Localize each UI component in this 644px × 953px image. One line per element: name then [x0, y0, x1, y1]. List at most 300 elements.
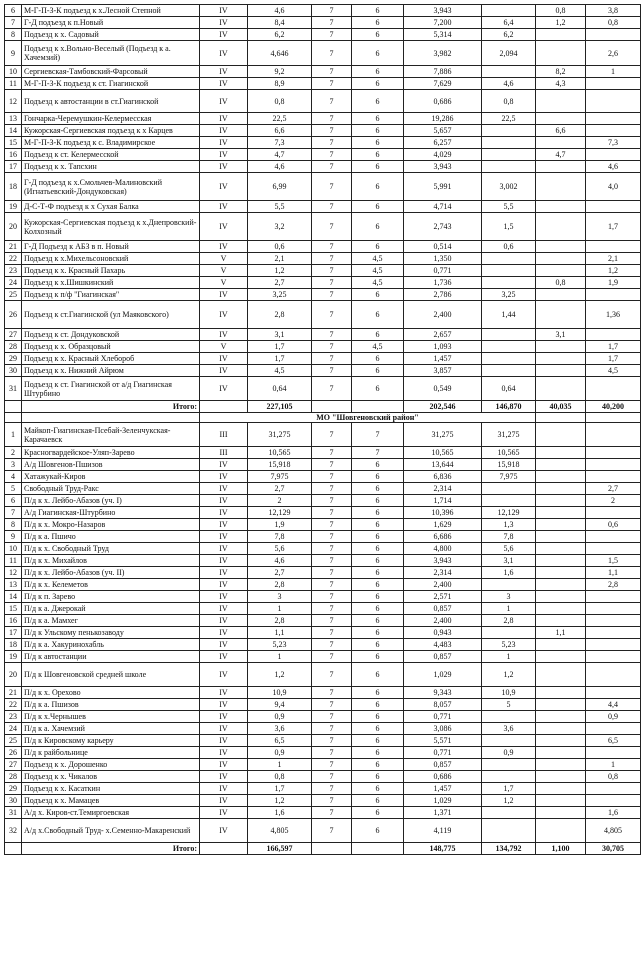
width-2: 4,5: [352, 341, 404, 353]
road-length: 2: [248, 495, 312, 507]
road-area: 9,343: [404, 687, 482, 699]
road-category: IV: [200, 137, 248, 149]
value-c: [586, 125, 641, 137]
road-area: 19,286: [404, 113, 482, 125]
value-b: 1,1: [536, 627, 586, 639]
value-a: 31,275: [482, 423, 536, 447]
value-a: 0,8: [482, 90, 536, 113]
value-c: [586, 78, 641, 90]
road-name: Подъезд к х. Чикалов: [22, 771, 200, 783]
width-1: 7: [312, 603, 352, 615]
row-number: 15: [5, 603, 22, 615]
width-2: 6: [352, 795, 404, 807]
width-2: 6: [352, 771, 404, 783]
width-2: 4,5: [352, 253, 404, 265]
width-1: 7: [312, 795, 352, 807]
value-c: 1,9: [586, 277, 641, 289]
road-area: 5,571: [404, 735, 482, 747]
value-a: [482, 149, 536, 161]
value-c: 2,8: [586, 579, 641, 591]
road-category: IV: [200, 483, 248, 495]
width-2: 6: [352, 301, 404, 329]
total-length: 227,105: [248, 401, 312, 413]
width-1: 7: [312, 567, 352, 579]
value-c: 6,5: [586, 735, 641, 747]
table-row: [5, 471, 641, 483]
table-row: [5, 423, 641, 447]
road-category: IV: [200, 507, 248, 519]
row-number: 2: [5, 447, 22, 459]
width-2: 6: [352, 615, 404, 627]
width-1: 7: [312, 277, 352, 289]
empty-cell: [22, 413, 200, 423]
road-area: 4,119: [404, 819, 482, 843]
width-2: 6: [352, 639, 404, 651]
value-a: 2,094: [482, 41, 536, 66]
road-area: 7,629: [404, 78, 482, 90]
road-area: 1,029: [404, 663, 482, 687]
value-c: [586, 651, 641, 663]
value-b: 8,2: [536, 66, 586, 78]
width-2: 6: [352, 759, 404, 771]
row-number: 7: [5, 17, 22, 29]
value-c: 2,6: [586, 41, 641, 66]
table-row: [5, 807, 641, 819]
road-category: IV: [200, 771, 248, 783]
value-b: [536, 579, 586, 591]
width-1: 7: [312, 5, 352, 17]
value-c: [586, 603, 641, 615]
road-area: 1,093: [404, 341, 482, 353]
table-row: [5, 819, 641, 843]
road-area: 1,457: [404, 783, 482, 795]
width-2: 6: [352, 459, 404, 471]
value-b: [536, 615, 586, 627]
empty-cell: [5, 843, 22, 855]
road-name: Подъезд к х. Мамацев: [22, 795, 200, 807]
road-name: А/д Шовгенов-Пшизов: [22, 459, 200, 471]
value-b: [536, 459, 586, 471]
value-b: [536, 113, 586, 125]
row-number: 25: [5, 735, 22, 747]
road-length: 1,6: [248, 807, 312, 819]
width-1: 7: [312, 447, 352, 459]
road-name: Красногвардейское-Уляп-Зарево: [22, 447, 200, 459]
table-row: [5, 353, 641, 365]
value-b: [536, 723, 586, 735]
road-length: 3,6: [248, 723, 312, 735]
value-b: [536, 137, 586, 149]
row-number: 9: [5, 531, 22, 543]
value-c: 2,7: [586, 483, 641, 495]
value-a: 1,3: [482, 519, 536, 531]
road-area: 0,857: [404, 759, 482, 771]
width-1: 7: [312, 41, 352, 66]
width-1: 7: [312, 543, 352, 555]
road-length: 6,99: [248, 173, 312, 201]
value-a: 5,5: [482, 201, 536, 213]
value-c: 4,5: [586, 365, 641, 377]
row-number: 10: [5, 66, 22, 78]
value-c: [586, 289, 641, 301]
total-area: 202,546: [404, 401, 482, 413]
value-a: [482, 277, 536, 289]
row-number: 14: [5, 125, 22, 137]
value-a: 1,2: [482, 663, 536, 687]
width-2: 6: [352, 365, 404, 377]
width-2: 6: [352, 201, 404, 213]
table-row: [5, 137, 641, 149]
row-number: 20: [5, 213, 22, 241]
table-row: [5, 341, 641, 353]
width-2: 6: [352, 66, 404, 78]
width-2: 7: [352, 447, 404, 459]
road-name: А/д х.Свободный Труд- х.Семенно-Макаренский: [22, 819, 200, 843]
road-length: 1: [248, 759, 312, 771]
table-row: [5, 579, 641, 591]
value-c: 4,0: [586, 173, 641, 201]
value-c: 0,8: [586, 771, 641, 783]
road-length: 0,64: [248, 377, 312, 401]
width-1: 7: [312, 807, 352, 819]
width-1: 7: [312, 531, 352, 543]
road-category: V: [200, 253, 248, 265]
row-number: 19: [5, 201, 22, 213]
road-name: Гончарка-Черемушкин-Келермесская: [22, 113, 200, 125]
row-number: 6: [5, 5, 22, 17]
width-1: 7: [312, 113, 352, 125]
value-a: [482, 265, 536, 277]
value-a: 0,9: [482, 747, 536, 759]
width-1: 7: [312, 627, 352, 639]
value-b: [536, 699, 586, 711]
value-b: 4,3: [536, 78, 586, 90]
road-area: 1,029: [404, 795, 482, 807]
road-name: Д-С-Т-Ф подъезд к х Сухая Балка: [22, 201, 200, 213]
width-1: 7: [312, 819, 352, 843]
road-length: 1,9: [248, 519, 312, 531]
road-category: IV: [200, 241, 248, 253]
width-2: 6: [352, 627, 404, 639]
empty-cell: [312, 843, 352, 855]
row-number: 13: [5, 113, 22, 125]
road-name: Майкоп-Гиагинская-Псебай-Зеленчукская-Карачаевск: [22, 423, 200, 447]
value-a: 1,7: [482, 783, 536, 795]
width-2: 6: [352, 41, 404, 66]
road-length: 6,5: [248, 735, 312, 747]
table-row: [5, 651, 641, 663]
value-c: [586, 471, 641, 483]
section-title: МО "Шовгеновский район": [200, 413, 536, 423]
value-c: 4,6: [586, 161, 641, 173]
width-2: 6: [352, 603, 404, 615]
empty-cell: [586, 413, 641, 423]
row-number: 26: [5, 301, 22, 329]
table-row: [5, 289, 641, 301]
road-length: 1,1: [248, 627, 312, 639]
row-number: 30: [5, 365, 22, 377]
value-b: [536, 341, 586, 353]
row-number: 31: [5, 807, 22, 819]
road-category: IV: [200, 807, 248, 819]
road-name: Подъезд к ст. Гиагинской от а/д Гиагинская Штурбино: [22, 377, 200, 401]
road-category: IV: [200, 711, 248, 723]
row-number: 3: [5, 459, 22, 471]
row-number: 26: [5, 747, 22, 759]
table-row: [5, 459, 641, 471]
table-row: [5, 78, 641, 90]
road-area: 3,943: [404, 555, 482, 567]
value-a: 3,002: [482, 173, 536, 201]
value-c: [586, 627, 641, 639]
row-number: 16: [5, 615, 22, 627]
road-category: IV: [200, 615, 248, 627]
width-2: 6: [352, 543, 404, 555]
value-b: [536, 783, 586, 795]
table-row: [5, 687, 641, 699]
road-category: IV: [200, 735, 248, 747]
width-2: 6: [352, 735, 404, 747]
table-row: [5, 783, 641, 795]
width-1: 7: [312, 615, 352, 627]
value-c: [586, 663, 641, 687]
road-name: П/д к п. Зарево: [22, 591, 200, 603]
value-a: [482, 353, 536, 365]
road-area: 3,086: [404, 723, 482, 735]
width-2: 6: [352, 113, 404, 125]
road-length: 0,9: [248, 711, 312, 723]
road-area: 2,786: [404, 289, 482, 301]
road-category: IV: [200, 78, 248, 90]
road-category: III: [200, 447, 248, 459]
width-2: 6: [352, 495, 404, 507]
road-area: 10,565: [404, 447, 482, 459]
width-2: 6: [352, 555, 404, 567]
value-c: 7,3: [586, 137, 641, 149]
table-row: [5, 265, 641, 277]
value-b: [536, 41, 586, 66]
value-c: 1,2: [586, 265, 641, 277]
road-area: 1,629: [404, 519, 482, 531]
empty-cell: [5, 413, 22, 423]
width-1: 7: [312, 29, 352, 41]
value-a: 0,64: [482, 377, 536, 401]
value-a: [482, 627, 536, 639]
empty-cell: [312, 401, 352, 413]
road-area: 1,714: [404, 495, 482, 507]
value-c: [586, 459, 641, 471]
value-c: [586, 113, 641, 125]
road-area: 0,771: [404, 265, 482, 277]
width-1: 7: [312, 377, 352, 401]
table-body: [5, 5, 641, 855]
road-category: IV: [200, 495, 248, 507]
value-a: [482, 711, 536, 723]
road-name: П/д к х. Свободный Труд: [22, 543, 200, 555]
road-length: 2,8: [248, 579, 312, 591]
width-1: 7: [312, 423, 352, 447]
value-a: 3,6: [482, 723, 536, 735]
road-category: III: [200, 423, 248, 447]
row-number: 17: [5, 627, 22, 639]
table-row: [5, 90, 641, 113]
empty-cell: [200, 401, 248, 413]
table-row: [5, 771, 641, 783]
value-b: [536, 651, 586, 663]
road-category: IV: [200, 125, 248, 137]
empty-cell: [200, 843, 248, 855]
value-b: [536, 253, 586, 265]
row-number: 21: [5, 241, 22, 253]
road-length: 5,23: [248, 639, 312, 651]
value-c: 2,1: [586, 253, 641, 265]
value-a: 3,1: [482, 555, 536, 567]
road-category: IV: [200, 173, 248, 201]
road-length: 1: [248, 603, 312, 615]
road-area: 2,314: [404, 483, 482, 495]
value-b: [536, 567, 586, 579]
value-a: 1,5: [482, 213, 536, 241]
value-a: [482, 735, 536, 747]
road-area: 4,800: [404, 543, 482, 555]
road-name: Г-Д Подъезд к АБЗ в п. Новый: [22, 241, 200, 253]
value-a: [482, 759, 536, 771]
row-number: 28: [5, 341, 22, 353]
value-a: [482, 161, 536, 173]
road-area: 2,571: [404, 591, 482, 603]
width-1: 7: [312, 301, 352, 329]
value-a: 4,6: [482, 78, 536, 90]
road-length: 3,25: [248, 289, 312, 301]
road-name: Подъезд к х.Вольно-Веселый (Подъезд к а. Хачемзий): [22, 41, 200, 66]
width-2: 6: [352, 471, 404, 483]
width-1: 7: [312, 90, 352, 113]
value-b: [536, 365, 586, 377]
road-area: 1,371: [404, 807, 482, 819]
width-1: 7: [312, 66, 352, 78]
value-b: [536, 687, 586, 699]
road-category: IV: [200, 459, 248, 471]
table-row: [5, 543, 641, 555]
road-area: 0,514: [404, 241, 482, 253]
road-name: П/д к а. Мамхег: [22, 615, 200, 627]
road-category: IV: [200, 365, 248, 377]
value-c: 1,7: [586, 353, 641, 365]
row-number: 28: [5, 771, 22, 783]
total-a: 134,792: [482, 843, 536, 855]
road-category: IV: [200, 567, 248, 579]
width-2: 6: [352, 213, 404, 241]
value-a: [482, 819, 536, 843]
width-2: 6: [352, 137, 404, 149]
value-c: 1,7: [586, 341, 641, 353]
total-c: 40,200: [586, 401, 641, 413]
value-c: 2: [586, 495, 641, 507]
value-b: [536, 711, 586, 723]
road-length: 1: [248, 651, 312, 663]
width-1: 7: [312, 651, 352, 663]
value-c: 4,805: [586, 819, 641, 843]
road-length: 31,275: [248, 423, 312, 447]
width-1: 7: [312, 213, 352, 241]
width-2: 6: [352, 29, 404, 41]
value-c: [586, 687, 641, 699]
road-name: П/д к х. Лейбо-Абазов (уч. I): [22, 495, 200, 507]
row-number: 27: [5, 759, 22, 771]
value-a: [482, 137, 536, 149]
value-a: 6,4: [482, 17, 536, 29]
road-name: П/д к х. Михайлов: [22, 555, 200, 567]
value-c: [586, 531, 641, 543]
road-length: 2,1: [248, 253, 312, 265]
table-row: [5, 747, 641, 759]
value-b: [536, 735, 586, 747]
row-number: 7: [5, 507, 22, 519]
row-number: 21: [5, 687, 22, 699]
value-c: 1,1: [586, 567, 641, 579]
value-a: [482, 5, 536, 17]
road-name: П/д к а. Хакуринохабль: [22, 639, 200, 651]
road-category: IV: [200, 41, 248, 66]
value-a: 15,918: [482, 459, 536, 471]
value-a: [482, 365, 536, 377]
total-row: [5, 843, 641, 855]
width-2: 6: [352, 329, 404, 341]
total-area: 148,775: [404, 843, 482, 855]
width-1: 7: [312, 241, 352, 253]
value-a: [482, 341, 536, 353]
road-category: IV: [200, 113, 248, 125]
width-2: 7: [352, 423, 404, 447]
road-area: 3,943: [404, 5, 482, 17]
road-name: Г-Д подъезд к п.Новый: [22, 17, 200, 29]
road-category: IV: [200, 377, 248, 401]
road-length: 1,2: [248, 663, 312, 687]
road-length: 4,5: [248, 365, 312, 377]
value-b: [536, 447, 586, 459]
road-area: 0,771: [404, 747, 482, 759]
road-name: Свободный Труд-Ракс: [22, 483, 200, 495]
table-row: [5, 603, 641, 615]
road-length: 3: [248, 591, 312, 603]
road-area: 4,483: [404, 639, 482, 651]
road-name: Г-Д подъезд к х.Смольчев-Малиновский (Игнатьевский-Дондуковская): [22, 173, 200, 201]
table-row: [5, 711, 641, 723]
value-b: [536, 747, 586, 759]
value-b: [536, 519, 586, 531]
value-a: [482, 125, 536, 137]
row-number: 12: [5, 567, 22, 579]
table-row: [5, 113, 641, 125]
road-name: М-Г-П-З-К подъезд к х.Лесной Степной: [22, 5, 200, 17]
width-2: 6: [352, 5, 404, 17]
table-row: [5, 365, 641, 377]
road-area: 7,886: [404, 66, 482, 78]
value-c: 1,6: [586, 807, 641, 819]
value-c: 1,36: [586, 301, 641, 329]
value-c: 1,7: [586, 213, 641, 241]
width-1: 7: [312, 639, 352, 651]
road-category: IV: [200, 579, 248, 591]
road-name: П/д к а. Пшичо: [22, 531, 200, 543]
value-b: [536, 301, 586, 329]
road-category: IV: [200, 783, 248, 795]
width-2: 6: [352, 687, 404, 699]
width-1: 7: [312, 125, 352, 137]
width-2: 4,5: [352, 277, 404, 289]
total-a: 146,870: [482, 401, 536, 413]
total-label: Итого:: [22, 401, 200, 413]
